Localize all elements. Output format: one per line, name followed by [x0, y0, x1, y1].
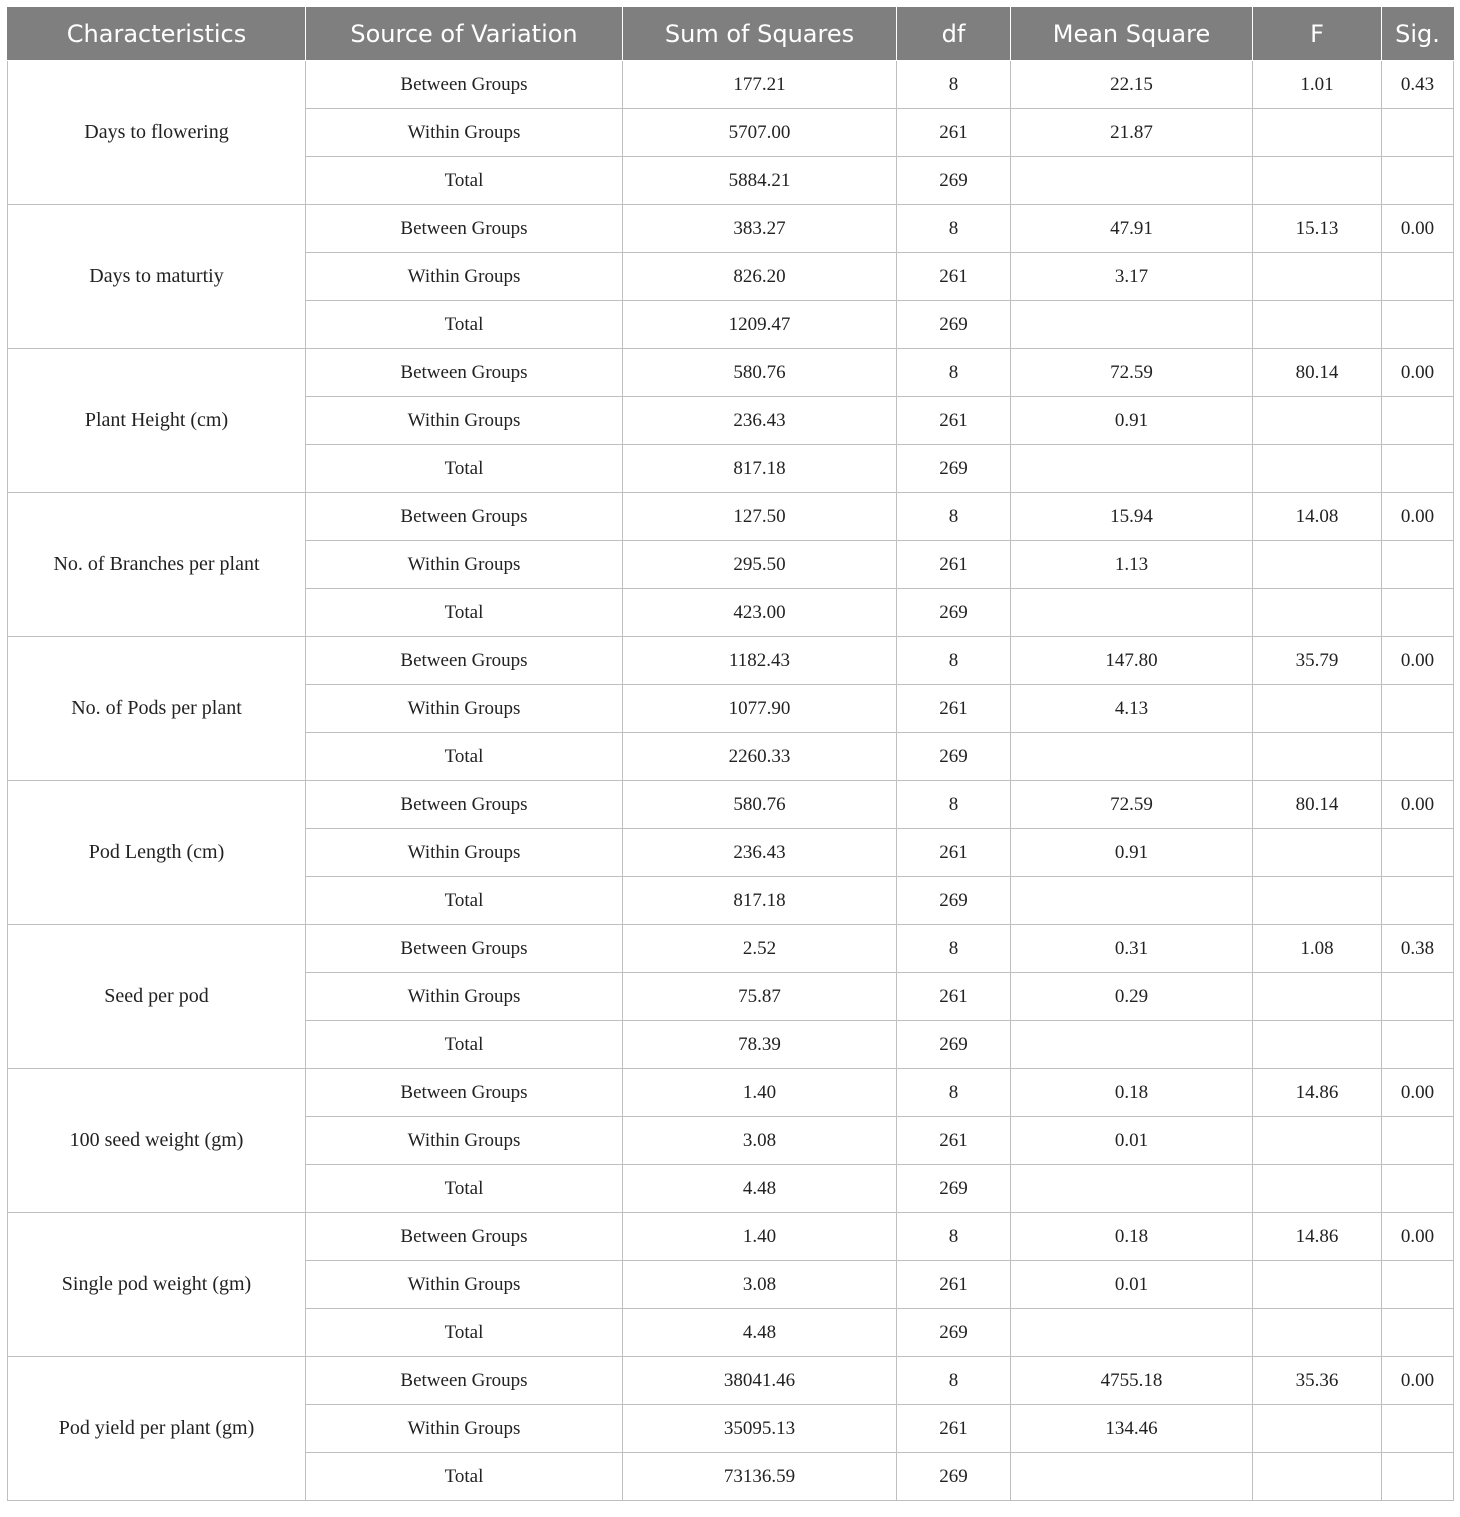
characteristic-cell: Single pod weight (gm) — [8, 1213, 306, 1357]
source-of-variation-cell: Within Groups — [306, 541, 623, 589]
sig-cell: 0.00 — [1382, 493, 1454, 541]
f-cell — [1253, 1117, 1382, 1165]
source-of-variation-cell: Within Groups — [306, 1261, 623, 1309]
sig-cell — [1382, 733, 1454, 781]
source-of-variation-cell: Total — [306, 877, 623, 925]
sig-cell — [1382, 1117, 1454, 1165]
df-cell: 261 — [897, 1117, 1011, 1165]
mean-square-cell: 0.18 — [1011, 1213, 1253, 1261]
table-row — [8, 1069, 1454, 1117]
mean-square-cell — [1011, 157, 1253, 205]
mean-square-cell: 3.17 — [1011, 253, 1253, 301]
f-cell: 15.13 — [1253, 205, 1382, 253]
df-cell: 261 — [897, 397, 1011, 445]
f-cell — [1253, 733, 1382, 781]
source-of-variation-cell: Total — [306, 1021, 623, 1069]
characteristic-cell: Pod yield per plant (gm) — [8, 1357, 306, 1501]
mean-square-cell: 0.01 — [1011, 1261, 1253, 1309]
f-cell — [1253, 397, 1382, 445]
sig-cell — [1382, 1021, 1454, 1069]
mean-square-cell: 22.15 — [1011, 61, 1253, 109]
header-characteristics: Characteristics — [8, 8, 306, 61]
sig-cell: 0.00 — [1382, 205, 1454, 253]
sum-of-squares-cell: 1.40 — [623, 1213, 897, 1261]
characteristic-cell: Days to flowering — [8, 61, 306, 205]
sig-cell — [1382, 445, 1454, 493]
f-cell — [1253, 109, 1382, 157]
mean-square-cell: 134.46 — [1011, 1405, 1253, 1453]
anova-table — [7, 7, 1454, 1501]
header-f: F — [1253, 8, 1382, 61]
f-cell — [1253, 541, 1382, 589]
f-cell: 80.14 — [1253, 781, 1382, 829]
sig-cell: 0.00 — [1382, 637, 1454, 685]
sig-cell — [1382, 1453, 1454, 1501]
sig-cell: 0.43 — [1382, 61, 1454, 109]
sum-of-squares-cell: 1.40 — [623, 1069, 897, 1117]
header-mean-square: Mean Square — [1011, 8, 1253, 61]
table-row — [8, 781, 1454, 829]
sig-cell: 0.38 — [1382, 925, 1454, 973]
sum-of-squares-cell: 3.08 — [623, 1261, 897, 1309]
df-cell: 261 — [897, 829, 1011, 877]
source-of-variation-cell: Total — [306, 1309, 623, 1357]
source-of-variation-cell: Between Groups — [306, 637, 623, 685]
f-cell — [1253, 1261, 1382, 1309]
df-cell: 8 — [897, 925, 1011, 973]
df-cell: 8 — [897, 61, 1011, 109]
f-cell: 35.79 — [1253, 637, 1382, 685]
sum-of-squares-cell: 3.08 — [623, 1117, 897, 1165]
f-cell — [1253, 1309, 1382, 1357]
sum-of-squares-cell: 35095.13 — [623, 1405, 897, 1453]
f-cell: 14.86 — [1253, 1213, 1382, 1261]
sig-cell — [1382, 973, 1454, 1021]
header-row — [8, 8, 1454, 61]
mean-square-cell: 0.29 — [1011, 973, 1253, 1021]
source-of-variation-cell: Within Groups — [306, 109, 623, 157]
sum-of-squares-cell: 4.48 — [623, 1309, 897, 1357]
f-cell — [1253, 1021, 1382, 1069]
df-cell: 8 — [897, 1357, 1011, 1405]
sum-of-squares-cell: 295.50 — [623, 541, 897, 589]
mean-square-cell: 0.91 — [1011, 829, 1253, 877]
f-cell: 35.36 — [1253, 1357, 1382, 1405]
source-of-variation-cell: Within Groups — [306, 1117, 623, 1165]
source-of-variation-cell: Total — [306, 1165, 623, 1213]
df-cell: 269 — [897, 1165, 1011, 1213]
header-df: df — [897, 8, 1011, 61]
table-header — [8, 8, 1454, 61]
f-cell — [1253, 1453, 1382, 1501]
mean-square-cell — [1011, 1021, 1253, 1069]
sum-of-squares-cell: 817.18 — [623, 445, 897, 493]
sig-cell — [1382, 253, 1454, 301]
sum-of-squares-cell: 236.43 — [623, 397, 897, 445]
header-source-of-variation: Source of Variation — [306, 8, 623, 61]
mean-square-cell: 0.31 — [1011, 925, 1253, 973]
sig-cell — [1382, 1261, 1454, 1309]
sig-cell — [1382, 685, 1454, 733]
table-row — [8, 925, 1454, 973]
source-of-variation-cell: Within Groups — [306, 1405, 623, 1453]
sig-cell — [1382, 1405, 1454, 1453]
sig-cell — [1382, 397, 1454, 445]
df-cell: 269 — [897, 445, 1011, 493]
source-of-variation-cell: Within Groups — [306, 829, 623, 877]
f-cell — [1253, 253, 1382, 301]
mean-square-cell: 4.13 — [1011, 685, 1253, 733]
sum-of-squares-cell: 580.76 — [623, 349, 897, 397]
df-cell: 8 — [897, 349, 1011, 397]
source-of-variation-cell: Between Groups — [306, 781, 623, 829]
f-cell — [1253, 685, 1382, 733]
f-cell: 14.08 — [1253, 493, 1382, 541]
header-sig: Sig. — [1382, 8, 1454, 61]
sig-cell: 0.00 — [1382, 349, 1454, 397]
mean-square-cell — [1011, 1453, 1253, 1501]
df-cell: 8 — [897, 637, 1011, 685]
sig-cell — [1382, 1165, 1454, 1213]
mean-square-cell: 21.87 — [1011, 109, 1253, 157]
characteristic-cell: Pod Length (cm) — [8, 781, 306, 925]
df-cell: 8 — [897, 493, 1011, 541]
table-row — [8, 1357, 1454, 1405]
source-of-variation-cell: Between Groups — [306, 1213, 623, 1261]
df-cell: 269 — [897, 877, 1011, 925]
table-row — [8, 637, 1454, 685]
f-cell — [1253, 1165, 1382, 1213]
sum-of-squares-cell: 73136.59 — [623, 1453, 897, 1501]
sum-of-squares-cell: 236.43 — [623, 829, 897, 877]
sum-of-squares-cell: 817.18 — [623, 877, 897, 925]
sum-of-squares-cell: 5707.00 — [623, 109, 897, 157]
df-cell: 269 — [897, 733, 1011, 781]
mean-square-cell — [1011, 1309, 1253, 1357]
f-cell: 1.08 — [1253, 925, 1382, 973]
mean-square-cell — [1011, 733, 1253, 781]
sum-of-squares-cell: 1182.43 — [623, 637, 897, 685]
df-cell: 8 — [897, 781, 1011, 829]
table-row — [8, 349, 1454, 397]
source-of-variation-cell: Between Groups — [306, 493, 623, 541]
df-cell: 261 — [897, 541, 1011, 589]
df-cell: 261 — [897, 973, 1011, 1021]
table-row — [8, 205, 1454, 253]
sum-of-squares-cell: 4.48 — [623, 1165, 897, 1213]
source-of-variation-cell: Between Groups — [306, 925, 623, 973]
sig-cell: 0.00 — [1382, 781, 1454, 829]
mean-square-cell: 0.91 — [1011, 397, 1253, 445]
df-cell: 8 — [897, 1069, 1011, 1117]
f-cell — [1253, 445, 1382, 493]
f-cell — [1253, 973, 1382, 1021]
source-of-variation-cell: Total — [306, 157, 623, 205]
table-row — [8, 493, 1454, 541]
mean-square-cell — [1011, 589, 1253, 637]
mean-square-cell: 0.18 — [1011, 1069, 1253, 1117]
source-of-variation-cell: Between Groups — [306, 205, 623, 253]
characteristic-cell: Seed per pod — [8, 925, 306, 1069]
table-row — [8, 1213, 1454, 1261]
df-cell: 261 — [897, 685, 1011, 733]
characteristic-cell: Plant Height (cm) — [8, 349, 306, 493]
source-of-variation-cell: Total — [306, 301, 623, 349]
f-cell — [1253, 829, 1382, 877]
sum-of-squares-cell: 38041.46 — [623, 1357, 897, 1405]
df-cell: 261 — [897, 1405, 1011, 1453]
df-cell: 269 — [897, 1453, 1011, 1501]
mean-square-cell: 72.59 — [1011, 781, 1253, 829]
header-sum-of-squares: Sum of Squares — [623, 8, 897, 61]
f-cell — [1253, 1405, 1382, 1453]
mean-square-cell: 147.80 — [1011, 637, 1253, 685]
sig-cell — [1382, 1309, 1454, 1357]
df-cell: 8 — [897, 1213, 1011, 1261]
df-cell: 8 — [897, 205, 1011, 253]
sig-cell: 0.00 — [1382, 1213, 1454, 1261]
df-cell: 269 — [897, 589, 1011, 637]
sum-of-squares-cell: 5884.21 — [623, 157, 897, 205]
df-cell: 261 — [897, 109, 1011, 157]
sum-of-squares-cell: 127.50 — [623, 493, 897, 541]
mean-square-cell: 15.94 — [1011, 493, 1253, 541]
sum-of-squares-cell: 580.76 — [623, 781, 897, 829]
source-of-variation-cell: Within Groups — [306, 685, 623, 733]
sig-cell — [1382, 589, 1454, 637]
source-of-variation-cell: Total — [306, 1453, 623, 1501]
mean-square-cell — [1011, 445, 1253, 493]
characteristic-cell: No. of Branches per plant — [8, 493, 306, 637]
df-cell: 269 — [897, 301, 1011, 349]
source-of-variation-cell: Between Groups — [306, 349, 623, 397]
sig-cell — [1382, 301, 1454, 349]
sum-of-squares-cell: 78.39 — [623, 1021, 897, 1069]
sum-of-squares-cell: 1077.90 — [623, 685, 897, 733]
df-cell: 269 — [897, 157, 1011, 205]
table-body — [8, 61, 1454, 1501]
source-of-variation-cell: Within Groups — [306, 973, 623, 1021]
source-of-variation-cell: Between Groups — [306, 61, 623, 109]
sum-of-squares-cell: 2260.33 — [623, 733, 897, 781]
source-of-variation-cell: Total — [306, 733, 623, 781]
mean-square-cell — [1011, 877, 1253, 925]
f-cell — [1253, 301, 1382, 349]
mean-square-cell: 47.91 — [1011, 205, 1253, 253]
f-cell — [1253, 877, 1382, 925]
mean-square-cell — [1011, 1165, 1253, 1213]
mean-square-cell — [1011, 301, 1253, 349]
source-of-variation-cell: Total — [306, 445, 623, 493]
mean-square-cell: 72.59 — [1011, 349, 1253, 397]
df-cell: 269 — [897, 1309, 1011, 1357]
sig-cell — [1382, 109, 1454, 157]
f-cell: 80.14 — [1253, 349, 1382, 397]
sum-of-squares-cell: 75.87 — [623, 973, 897, 1021]
sum-of-squares-cell: 2.52 — [623, 925, 897, 973]
source-of-variation-cell: Between Groups — [306, 1357, 623, 1405]
sig-cell: 0.00 — [1382, 1357, 1454, 1405]
table-row — [8, 61, 1454, 109]
sum-of-squares-cell: 383.27 — [623, 205, 897, 253]
source-of-variation-cell: Within Groups — [306, 397, 623, 445]
sig-cell — [1382, 877, 1454, 925]
mean-square-cell: 1.13 — [1011, 541, 1253, 589]
sig-cell — [1382, 157, 1454, 205]
source-of-variation-cell: Between Groups — [306, 1069, 623, 1117]
sum-of-squares-cell: 826.20 — [623, 253, 897, 301]
characteristic-cell: No. of Pods per plant — [8, 637, 306, 781]
f-cell: 14.86 — [1253, 1069, 1382, 1117]
source-of-variation-cell: Within Groups — [306, 253, 623, 301]
df-cell: 261 — [897, 253, 1011, 301]
mean-square-cell: 4755.18 — [1011, 1357, 1253, 1405]
sig-cell — [1382, 829, 1454, 877]
df-cell: 261 — [897, 1261, 1011, 1309]
characteristic-cell: 100 seed weight (gm) — [8, 1069, 306, 1213]
sig-cell — [1382, 541, 1454, 589]
f-cell: 1.01 — [1253, 61, 1382, 109]
characteristic-cell: Days to maturtiy — [8, 205, 306, 349]
mean-square-cell: 0.01 — [1011, 1117, 1253, 1165]
sum-of-squares-cell: 1209.47 — [623, 301, 897, 349]
f-cell — [1253, 157, 1382, 205]
sum-of-squares-cell: 177.21 — [623, 61, 897, 109]
sig-cell: 0.00 — [1382, 1069, 1454, 1117]
f-cell — [1253, 589, 1382, 637]
source-of-variation-cell: Total — [306, 589, 623, 637]
sum-of-squares-cell: 423.00 — [623, 589, 897, 637]
df-cell: 269 — [897, 1021, 1011, 1069]
